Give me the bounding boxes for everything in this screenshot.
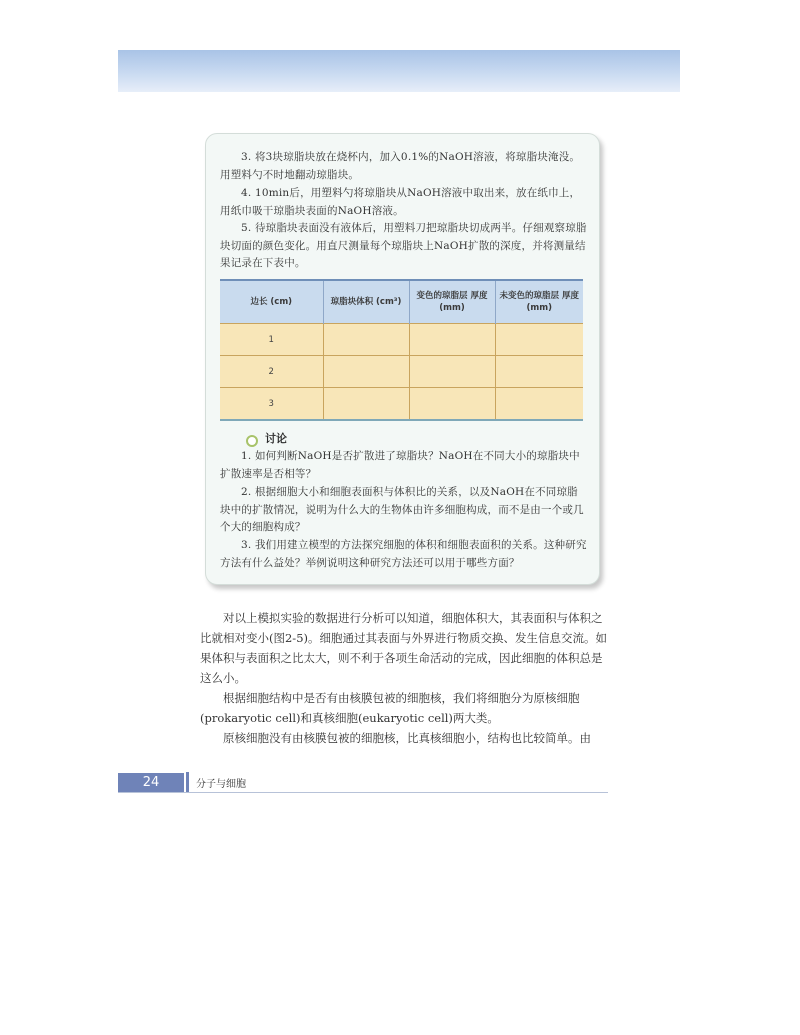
table-header-row <box>220 280 583 324</box>
page-number: 24 <box>118 773 184 792</box>
table-cell: 1 <box>220 324 323 356</box>
table-row <box>220 356 583 388</box>
header-band <box>118 50 680 92</box>
table-cell <box>495 324 583 356</box>
discussion-bullet-icon <box>246 435 258 447</box>
body-paragraph-2: 根据细胞结构中是否有由核膜包被的细胞核，我们将细胞分为原核细胞(prokaryotic cell)和真核细胞(eukaryotic cell)两大类。 <box>200 691 580 725</box>
discussion-question-3: 3. 我们用建立模型的方法探究细胞的体积和细胞表面积的关系。这种研究方法有什么益处？举例说明这种研究方法还可以用于哪些方面？ <box>220 539 587 569</box>
table-cell: 2 <box>220 356 323 388</box>
table-cell <box>409 324 495 356</box>
book-title: 分子与细胞 <box>196 779 246 790</box>
discussion-question-1: 1. 如何判断NaOH是否扩散进了琼脂块？NaOH在不同大小的琼脂块中扩散速率是否相等？ <box>220 450 580 480</box>
discussion-question-2: 2. 根据细胞大小和细胞表面积与体积比的关系，以及NaOH在不同琼脂块中的扩散情况，说明为什么大的生物体由许多细胞构成，而不是由一个或几个大的细胞构成？ <box>220 486 584 533</box>
results-table <box>220 279 583 421</box>
step-5-text: 5. 待琼脂块表面没有液体后，用塑料刀把琼脂块切成两半。仔细观察琼脂块切面的颜色变化。用直尺测量每个琼脂块上NaOH扩散的深度，并将测量结果记录在下表中。 <box>220 222 587 269</box>
footer-divider <box>186 772 189 792</box>
table-cell <box>495 388 583 421</box>
table-cell <box>323 388 409 421</box>
table-header: 边长 (cm) <box>220 280 323 324</box>
table-header: 未变色的琼脂层 厚度(mm) <box>495 280 583 324</box>
table-cell: 3 <box>220 388 323 421</box>
body-paragraph-1: 对以上模拟实验的数据进行分析可以知道，细胞体积大，其表面积与体积之比就相对变小(图2-5)。细胞通过其表面与外界进行物质交换、发生信息交流。如果体积与表面积之比太大，则不利于各项生命活动的完成，因此细胞的体积总是这么小。 <box>200 611 607 685</box>
table-cell <box>323 356 409 388</box>
table-row <box>220 388 583 421</box>
table-row <box>220 324 583 356</box>
table-cell <box>323 324 409 356</box>
table-header: 变色的琼脂层 厚度(mm) <box>409 280 495 324</box>
table-cell <box>409 356 495 388</box>
body-paragraph-3: 原核细胞没有由核膜包被的细胞核，比真核细胞小，结构也比较简单。由 <box>223 731 591 745</box>
table-cell <box>495 356 583 388</box>
table-cell <box>409 388 495 421</box>
footer-rule <box>118 792 608 793</box>
discussion-title: 讨论 <box>265 432 287 445</box>
table-header: 琼脂块体积 (cm³) <box>323 280 409 324</box>
step-4-text: 4. 10min后，用塑料勺将琼脂块从NaOH溶液中取出来，放在纸巾上，用纸巾吸干琼脂块表面的NaOH溶液。 <box>220 187 581 217</box>
experiment-box <box>205 133 600 585</box>
step-3-text: 3. 将3块琼脂块放在烧杯内，加入0.1%的NaOH溶液，将琼脂块淹没。用塑料勺不时地翻动琼脂块。 <box>220 151 581 181</box>
